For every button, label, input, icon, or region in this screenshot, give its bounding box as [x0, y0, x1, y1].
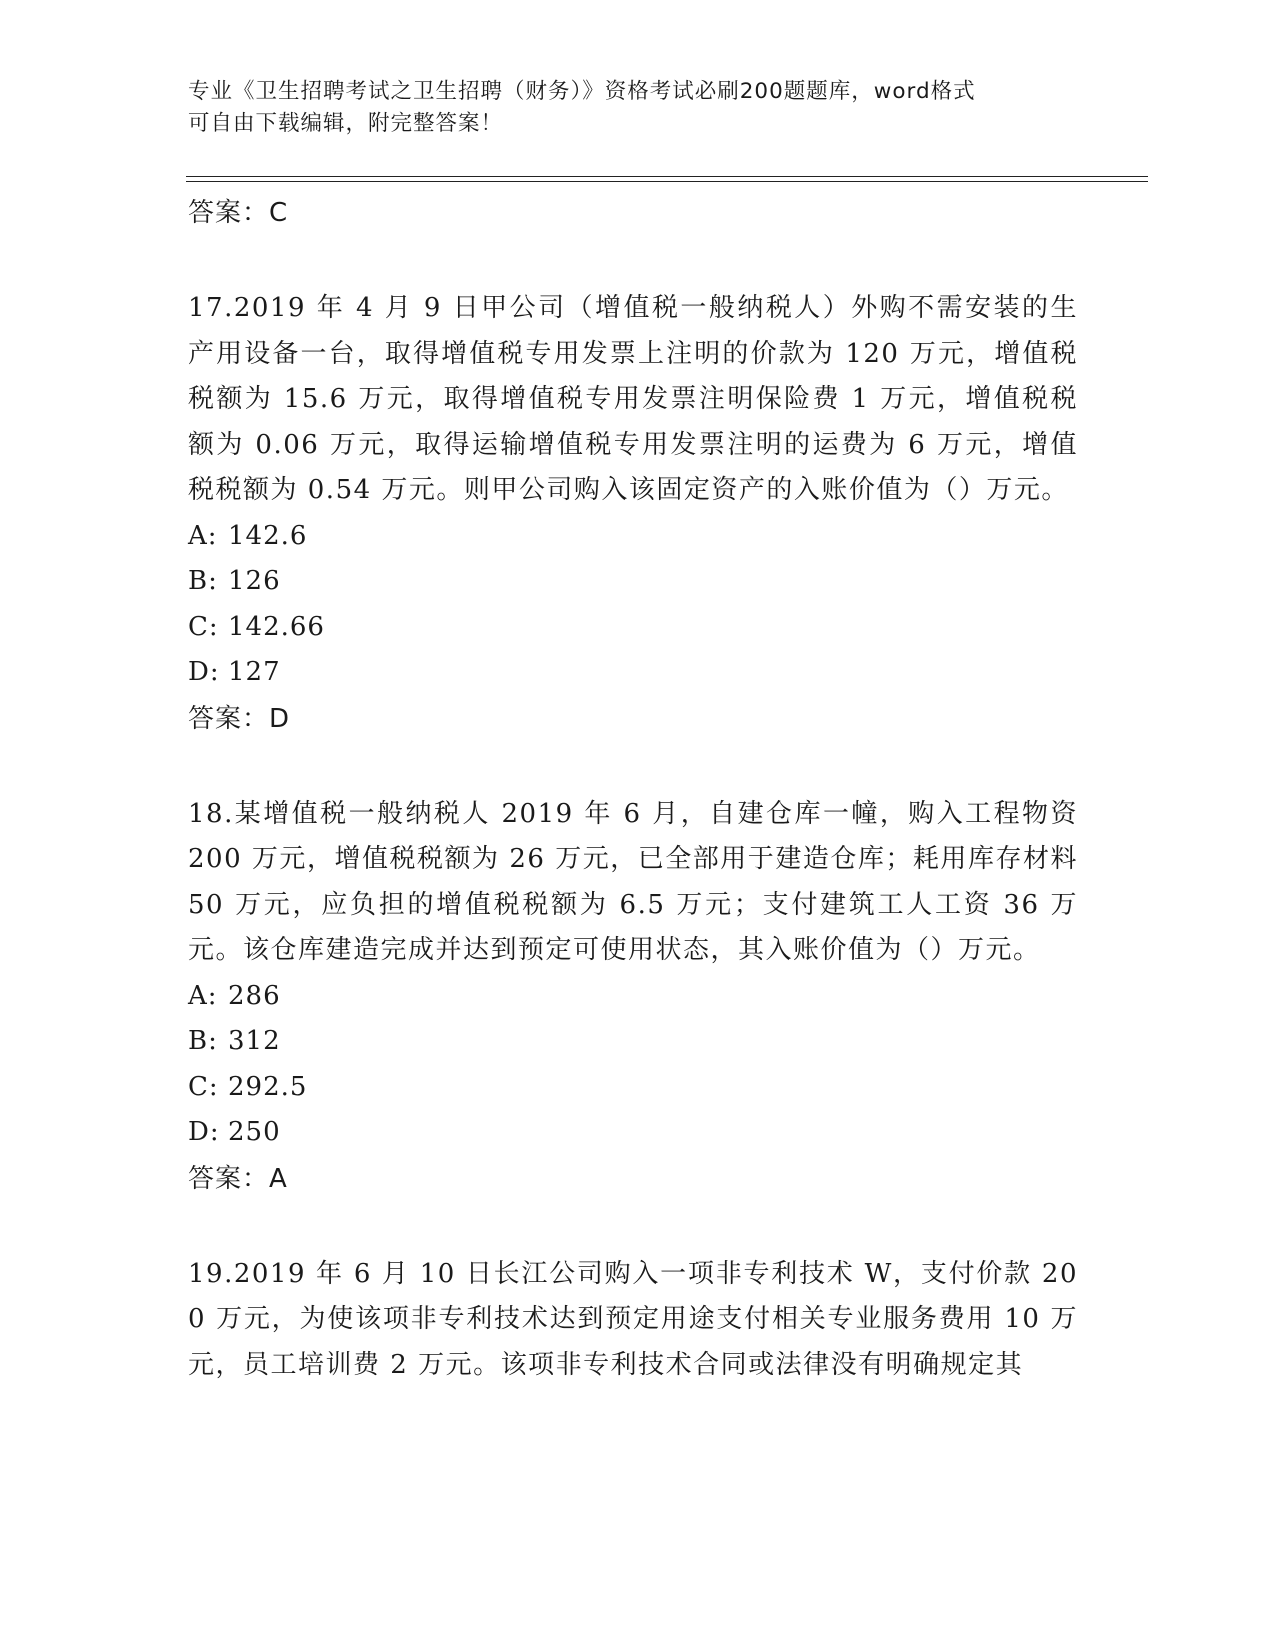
option-a: A: 142.6	[188, 520, 308, 551]
document-body	[188, 190, 1078, 1388]
option-c: C: 292.5	[188, 1071, 308, 1102]
answer-line: 答案：A	[188, 1163, 288, 1194]
document-header: 专业《卫生招聘考试之卫生招聘（财务）》资格考试必刷200题题库，word格式 可自由下载编辑，附完整答案！	[188, 79, 976, 136]
question-text: 19.2019 年 6 月 10 日长江公司购入一项非专利技术 W，支付价款 200 万元，为使该项非专利技术达到预定用途支付相关专业服务费用 10 万元，员工培训费 2 万元。该项非专利技术合同或法律没有明确规定其	[188, 1258, 1078, 1380]
option-a: A: 286	[188, 980, 281, 1011]
option-b: B: 312	[188, 1026, 281, 1056]
question-text: 18.某增值税一般纳税人 2019 年 6 月，自建仓库一幢，购入工程物资 200 万元，增值税税额为 26 万元，已全部用于建造仓库；耗用库存材料 50 万元，应负担的增值税税额为 6.5 万元；支付建筑工人工资 36 万元。该仓库建造完成并达到预定可使用状态，其入账价值为（）万元。	[188, 798, 1078, 965]
answer-line: 答案：C	[188, 198, 289, 228]
question-block-19	[188, 1252, 1078, 1389]
option-c: C: 142.66	[188, 611, 325, 642]
question-block-18	[188, 792, 1078, 1202]
answer-line: 答案：D	[188, 703, 291, 734]
question-block-17	[188, 286, 1078, 742]
option-b: B: 126	[188, 566, 281, 596]
option-d: D: 250	[188, 1117, 281, 1147]
question-text: 17.2019 年 4 月 9 日甲公司（增值税一般纳税人）外购不需安装的生产用设备一台，取得增值税专用发票上注明的价款为 120 万元，增值税税额为 15.6 万元，取得增值税专用发票注明保险费 1 万元，增值税税额为 0.06 万元，取得运输增值税专用发票注明的运费为 6 万元，增值税税额为 0.54 万元。则甲公司购入该固定资产的入账价值为（）万元。	[188, 293, 1078, 505]
header-divider-top	[186, 176, 1148, 177]
header-divider-bottom	[186, 181, 1148, 182]
option-d: D: 127	[188, 657, 281, 687]
